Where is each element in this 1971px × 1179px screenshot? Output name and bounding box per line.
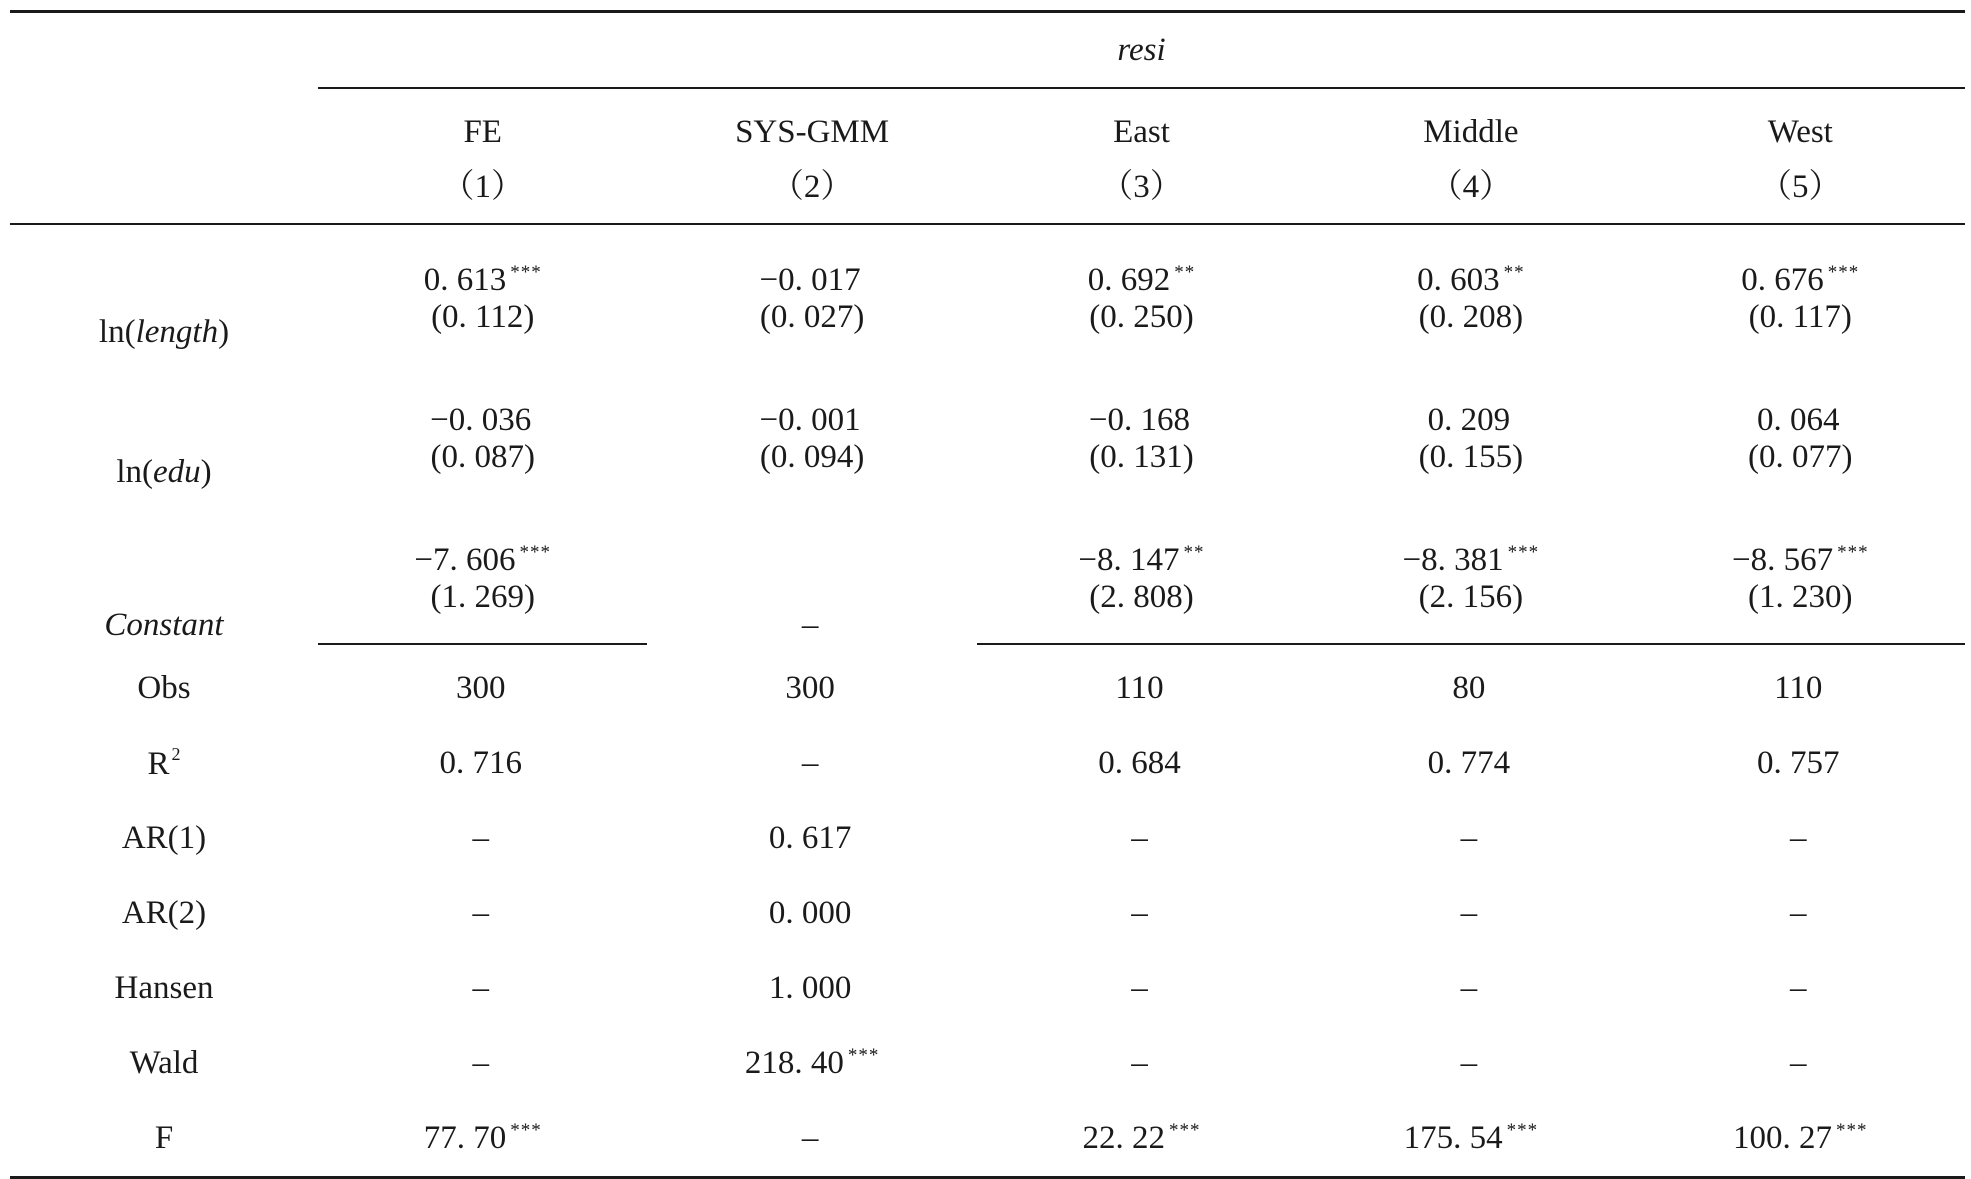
model-number-4: （4） [1306,151,1635,224]
row-label-hansen: Hansen [114,970,214,1006]
coef-cell: – [801,607,819,643]
stat-cell: – [1131,895,1148,931]
coef-cell: 0. 209 [1427,402,1511,438]
stat-cell: 0. 774 [1427,745,1511,781]
header-corner-cell [10,12,318,89]
se-cell: (0. 087) [430,439,535,475]
se-cell: (1. 230) [1636,579,1965,644]
stat-cell: 0. 617 [768,820,852,856]
row-ln-length-coef [10,224,1965,299]
row-label-r2: R $^2$ [147,744,181,782]
stat-cell: 22. 22 *** [977,1101,1306,1178]
stat-cell: 0. 757 [1757,745,1840,781]
coef-cell: −0. 036 [430,402,532,438]
se-cell: (2. 156) [1306,579,1635,644]
stat-cell: 80 [1452,670,1486,706]
row-label-constant: Constant [104,607,224,643]
stat-cell: – [1460,1045,1478,1081]
stat-cell: 300 [455,670,506,706]
coef-cell: 0. 613 *** [423,262,542,298]
row-label-ln-edu: ln(edu) [116,454,212,490]
coef-cell: 0. 692 ** [1087,262,1196,298]
coef-cell: 0. 064 [1757,402,1840,438]
coef-cell: 0. 603 ** [1417,262,1525,298]
se-cell: (0. 077) [1748,439,1853,475]
se-cell: (0. 131) [1089,439,1194,475]
stat-cell: – [1790,1045,1807,1081]
stat-cell: – [1790,970,1807,1006]
header-row-dependent-var [10,12,1965,89]
stat-cell: – [1131,820,1148,856]
coef-cell: −0. 017 [759,262,861,298]
model-name-4: Middle [1423,114,1519,150]
stat-cell: – [1460,895,1478,931]
row-ar1 [10,801,1965,876]
model-name-3: East [1113,114,1170,150]
row-label-ar2: AR(2) [121,895,207,931]
se-cell: (2. 808) [977,579,1306,644]
coef-cell: −8. 567 *** [1731,542,1869,578]
stat-cell: 300 [785,669,835,706]
se-cell: (0. 117) [1748,299,1852,335]
model-number-5: （5） [1636,151,1965,224]
stat-cell: – [1790,895,1807,931]
model-number-3: （3） [977,151,1306,224]
row-label-f: F [10,1101,318,1178]
stat-cell: – [1790,820,1807,856]
stat-cell: 0. 000 [768,895,852,931]
stat-cell: 1. 000 [768,970,852,1006]
row-obs [10,644,1965,726]
stat-cell: – [647,1101,976,1178]
header-row-model-names [10,88,1965,151]
row-ln-edu-coef [10,387,1965,439]
coef-cell: 0. 676 *** [1741,262,1860,298]
stat-cell: 218. 40 *** [744,1045,880,1081]
se-cell: (0. 155) [1418,439,1524,475]
stat-cell: – [472,895,489,931]
row-wald [10,1026,1965,1101]
stat-cell: – [472,1045,489,1081]
row-label-wald: Wald [129,1045,199,1081]
stat-cell: 0. 716 [439,745,522,781]
se-cell: (0. 112) [431,299,535,335]
model-name-2: SYS-GMM [735,114,890,150]
stat-cell: – [472,970,489,1006]
coef-cell: −0. 168 [1088,402,1191,438]
se-cell: (0. 250) [1089,299,1194,335]
se-cell: (0. 094) [759,439,865,475]
stat-cell: – [1131,970,1148,1006]
stat-cell: 100. 27 *** [1636,1101,1965,1178]
stat-cell: – [1131,1045,1148,1081]
row-f [10,1101,1965,1178]
row-label-ln-length: ln(length) [98,314,230,350]
stat-cell: 110 [1774,670,1823,706]
regression-table [10,10,1965,1179]
se-cell: (0. 027) [759,299,865,335]
stat-cell: – [1460,820,1478,856]
coef-cell: −0. 001 [759,402,861,438]
stat-cell: 0. 684 [1098,745,1181,781]
row-hansen [10,951,1965,1026]
stat-cell: 175. 54 *** [1306,1101,1635,1178]
model-number-1: （1） [318,151,647,224]
model-name-5: West [1767,114,1833,150]
row-label-obs: Obs [137,669,191,706]
header-row-model-numbers [10,151,1965,224]
se-cell: (1. 269) [318,579,647,644]
stat-cell: 110 [1115,670,1164,706]
row-ar2 [10,876,1965,951]
coef-cell: −8. 381 *** [1402,542,1540,578]
coef-cell: −7. 606 *** [414,542,551,578]
se-cell: (0. 208) [1418,299,1524,335]
stat-cell: – [1460,970,1478,1006]
row-label-ar1: AR(1) [121,820,207,856]
model-number-2: （2） [647,151,976,224]
stat-cell: – [472,820,489,856]
model-name-1: FE [463,114,502,150]
row-constant-coef [10,527,1965,579]
dependent-var-label: resi [318,12,1965,89]
coef-cell: −8. 147 ** [1078,542,1205,578]
stat-cell: 77. 70 *** [318,1101,647,1178]
stat-cell: – [801,745,819,781]
row-r2 [10,726,1965,801]
